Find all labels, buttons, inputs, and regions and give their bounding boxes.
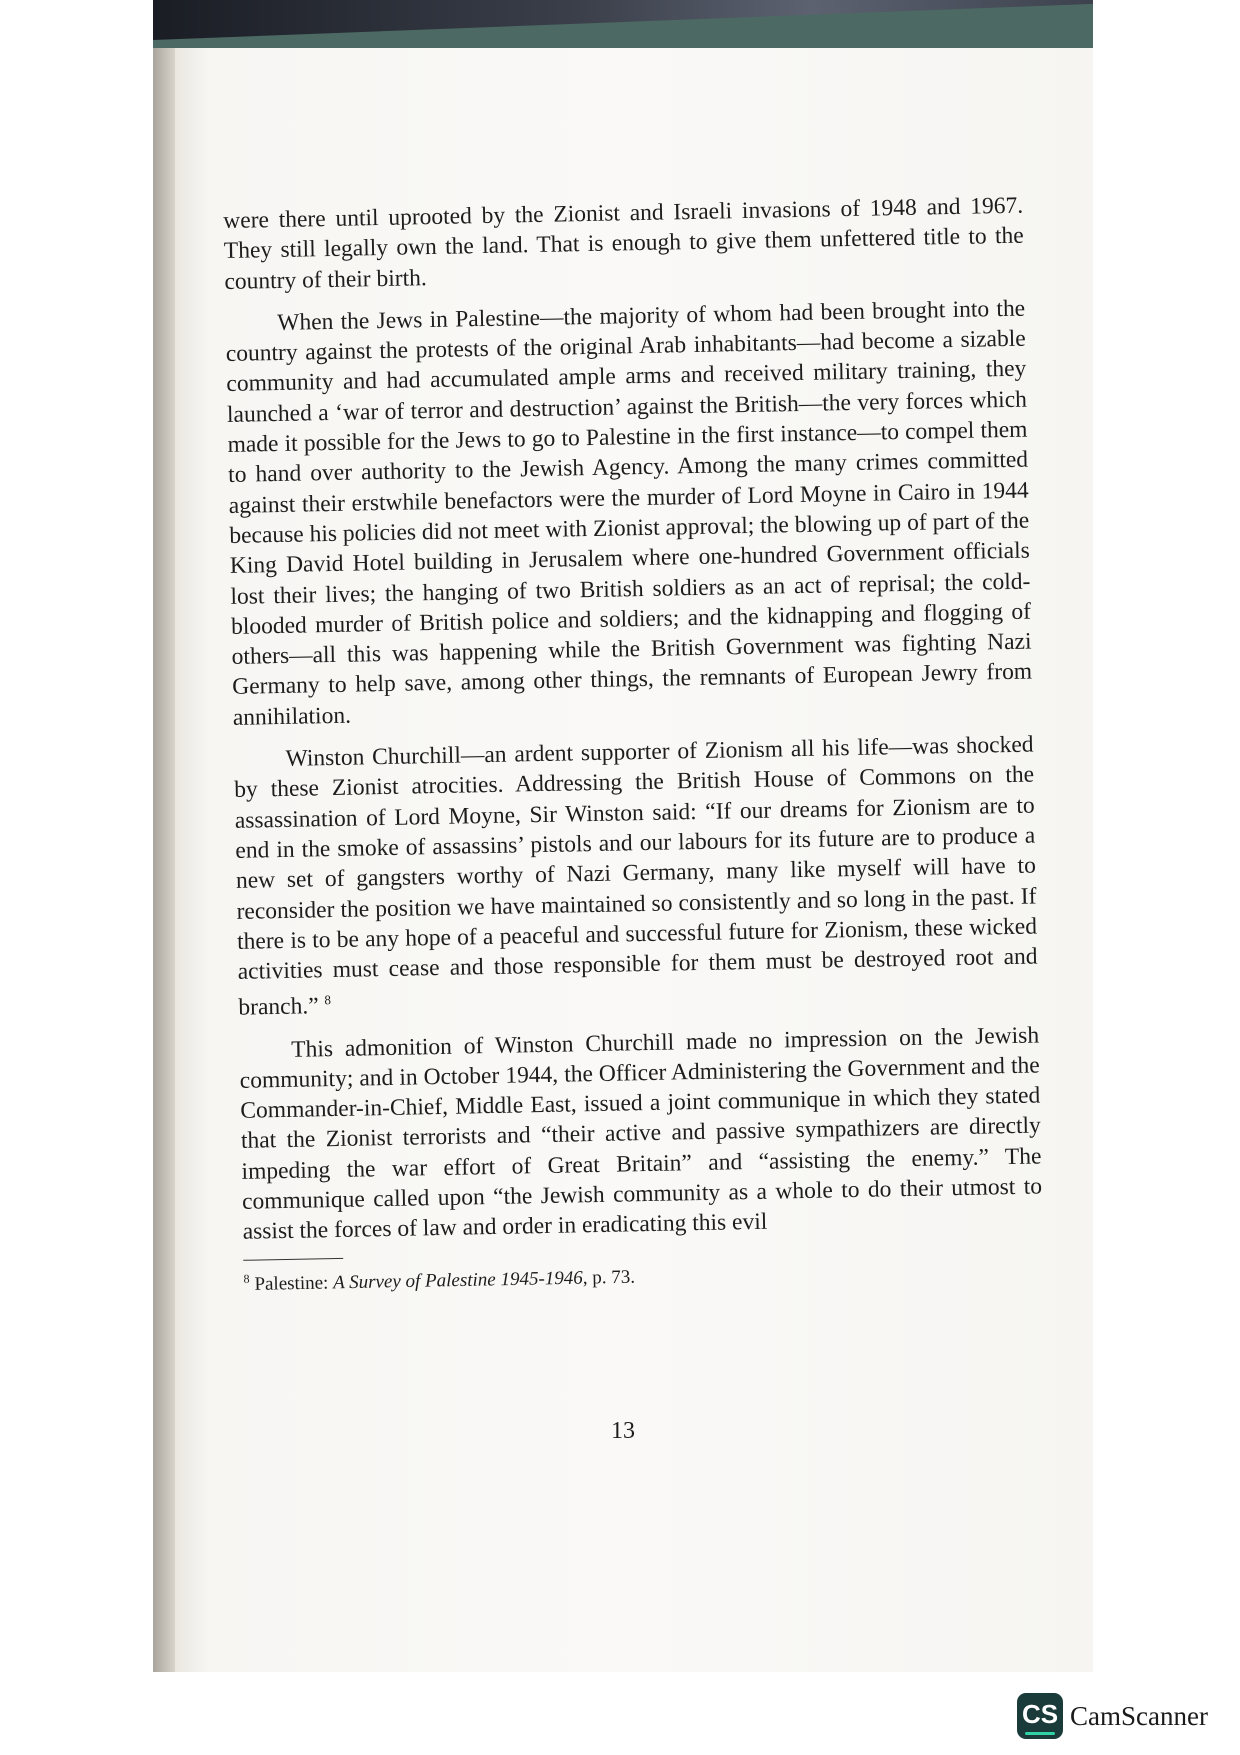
footnote-suffix: , p. 73. xyxy=(582,1266,636,1289)
footnote-rule xyxy=(243,1258,343,1261)
camscanner-logo-bar xyxy=(1025,1732,1055,1735)
footnote xyxy=(243,1251,1043,1297)
camscanner-logo-text: CS xyxy=(1021,1699,1059,1729)
footnote-prefix: Palestine: xyxy=(254,1272,329,1295)
camscanner-brand-name: CamScanner xyxy=(1070,1701,1208,1731)
footnote-reference: 8 xyxy=(324,992,332,1008)
paragraph-3-text: Winston Churchill—an ardent supporter of Zionism all his life—was shocked by these Zionist atrocities. Addressing the British House of Commons on the assassination of Lord Moyne, Sir Winston said: “If our dreams for Zionism are to end in the smoke of assassins’ pistols and our labours for its future are to produce a new set of gangsters worthy of Nazi Germany, many like myself will have to reconsider the position we have maintained so consistently and so long in the past. If there is to be any hope of a peaceful and successful future for Zionism, these wicked activities must cease and those responsible for them must be destroyed root and branch.” xyxy=(233,731,1038,1022)
paragraph-3 xyxy=(233,730,1038,1024)
page-text xyxy=(223,191,1044,1309)
camscanner-logo-icon xyxy=(1017,1693,1063,1739)
book-page xyxy=(153,48,1093,1672)
footnote-marker: 8 xyxy=(243,1271,250,1286)
paragraph-4: This admonition of Winston Churchill made no impression on the Jewish community; and in October 1944, the Officer Administering the Government and the Commander-in-Chief, Middle East, issued a joint communique in which they stated that the Zionist terrorists and “their active and passive sympathizers are directly impeding the war effort of Great Britain” and “assisting the enemy.” The communique called upon “the Jewish community as a whole to do their utmost to assist the forces of law and order in eradicating this evil xyxy=(239,1022,1043,1246)
page-gutter-shadow xyxy=(153,48,175,1672)
scanned-photo xyxy=(153,0,1093,1672)
paragraph-1: were there until uprooted by the Zionist and Israeli invasions of 1948 and 1967. They still legally own the land. That is enough to give them unfettered title to the country of their birth. xyxy=(223,192,1024,295)
paragraph-2: When the Jews in Palestine—the majority of whom had been brought into the country against the protests of the original Arab inhabitants—had become a sizable community and had accumulated ample arms and received military training, they launched a ‘war of terror and destruction’ against the British—the very forces which made it possible for the Jews to go to Palestine in the first instance—to compel them to hand over authority to the Jewish Agency. Among the many crimes committed against their erstwhile benefactors were the murder of Lord Moyne in Cairo in 1944 because his policies did not meet with Zionist approval; the blowing up of part of the King David Hotel building in Jerusalem where one-hundred Government officials lost their lives; the hanging of two British soldiers as an act of reprisal; the cold-blooded murder of British police and soldiers; and the kidnapping and flogging of others—all this was happening while the British Government was fighting Nazi Germany to help save, among other things, the remnants of European Jewry from annihilation. xyxy=(225,295,1033,731)
footnote-title: A Survey of Palestine 1945-1946 xyxy=(332,1267,583,1294)
page-number: 13 xyxy=(611,1418,635,1444)
